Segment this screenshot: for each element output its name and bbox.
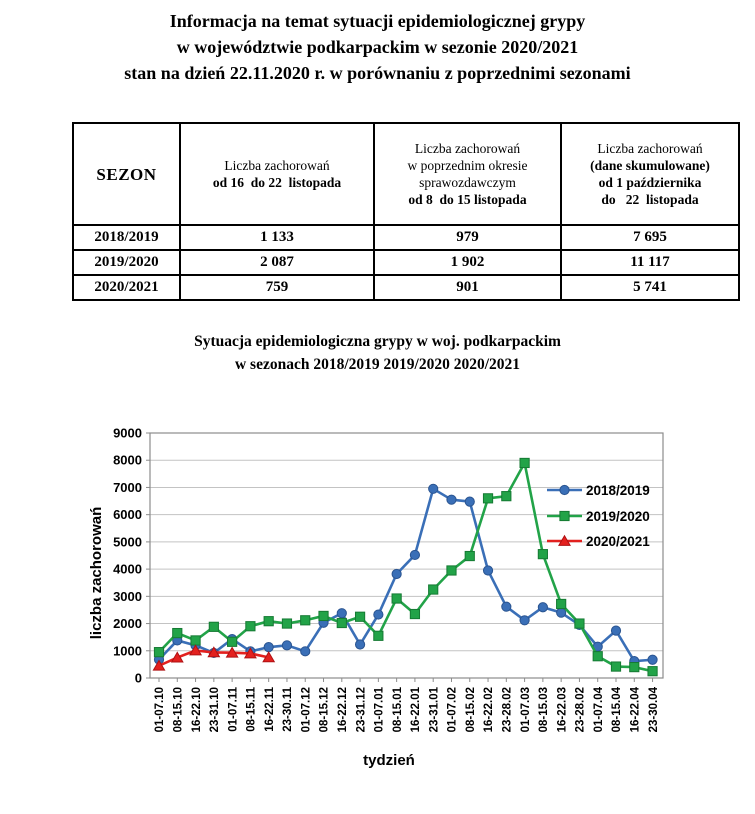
x-tick-label: 01-07.01 — [373, 687, 386, 733]
column-header-sezon — [73, 123, 180, 225]
data-point-marker — [593, 652, 602, 661]
x-tick-label: 01-07.10 — [154, 687, 167, 733]
x-tick-label: 01-07.11 — [227, 687, 240, 732]
legend — [547, 483, 650, 549]
header-line: Liczba zachorowań — [414, 141, 521, 156]
data-point-marker — [246, 622, 255, 631]
data-point-marker — [465, 551, 474, 560]
column-header — [374, 123, 561, 225]
data-point-marker — [374, 610, 383, 619]
x-tick-label: 16-22.03 — [556, 687, 569, 733]
x-tick-label: 23-31.10 — [209, 687, 222, 733]
title-line-3: stan na dzień 22.11.2020 r. w porównaniu z poprzednimi sezonami — [124, 63, 631, 83]
data-point-marker — [337, 609, 346, 618]
value-cell: 2 087 — [180, 250, 374, 275]
data-point-marker — [429, 585, 438, 594]
y-tick-label: 1000 — [113, 643, 142, 659]
y-tick-label: 0 — [134, 670, 142, 686]
data-point-marker — [264, 617, 273, 626]
x-axis-labels — [154, 678, 660, 732]
y-tick-label: 8000 — [113, 452, 142, 468]
header-line: od 8 do 15 listopada — [408, 192, 527, 207]
x-tick-label: 01-07.02 — [446, 687, 459, 733]
data-point-marker — [228, 637, 237, 646]
data-point-marker — [560, 511, 569, 520]
data-point-marker — [483, 494, 492, 503]
chart-title — [0, 330, 755, 376]
data-point-marker — [557, 599, 566, 608]
data-point-marker — [301, 616, 310, 625]
x-tick-label: 01-07.12 — [300, 687, 313, 733]
data-point-marker — [355, 612, 364, 621]
y-axis-title: liczba zachorowań — [88, 506, 105, 640]
x-tick-label: 23-31.12 — [355, 687, 368, 733]
x-tick-label: 23-30.11 — [282, 687, 295, 732]
data-point-marker — [538, 603, 547, 612]
x-tick-label: 01-07.04 — [592, 687, 605, 733]
document-title — [0, 8, 755, 86]
x-tick-label: 16-22.10 — [190, 687, 203, 733]
x-tick-label: 23-31.01 — [428, 687, 441, 733]
legend-label: 2019/2020 — [586, 508, 650, 524]
data-point-marker — [374, 631, 383, 640]
title-line-1: Informacja na temat sytuacji epidemiologicznej grypy — [169, 11, 586, 31]
column-header — [180, 123, 374, 225]
y-tick-label: 6000 — [113, 507, 142, 523]
x-tick-label: 23-28.02 — [501, 687, 514, 733]
x-tick-label: 08-15.12 — [318, 687, 331, 733]
value-cell: 5 741 — [561, 275, 739, 300]
data-point-marker — [611, 662, 620, 671]
plot-border — [150, 433, 663, 678]
data-point-marker — [154, 648, 163, 657]
data-point-marker — [173, 628, 182, 637]
value-cell: 1 133 — [180, 225, 374, 250]
header-line: SEZON — [96, 164, 157, 184]
title-line-2: w województwie podkarpackim w sezonie 2020/2021 — [176, 37, 579, 57]
data-point-marker — [502, 492, 511, 501]
value-cell: 7 695 — [561, 225, 739, 250]
header-line: od 1 października — [598, 175, 702, 190]
data-point-marker — [648, 667, 657, 676]
data-point-marker — [447, 495, 456, 504]
y-axis-labels — [113, 426, 142, 686]
x-tick-label: 08-15.03 — [538, 687, 551, 733]
header-line: w poprzednim okresie — [407, 158, 528, 173]
data-point-marker — [611, 626, 620, 635]
header-line: Liczba zachorowań — [224, 158, 330, 173]
table-row — [73, 225, 739, 250]
value-cell: 901 — [374, 275, 561, 300]
y-tick-label: 4000 — [113, 561, 142, 577]
data-point-marker — [319, 611, 328, 620]
x-tick-label: 16-22.12 — [337, 687, 349, 733]
season-cell: 2018/2019 — [73, 225, 180, 250]
data-point-marker — [282, 619, 291, 628]
data-point-marker — [502, 602, 511, 611]
x-tick-label: 01-07.03 — [519, 687, 532, 733]
x-tick-label: 16-22.02 — [483, 687, 496, 733]
x-tick-label: 08-15.04 — [611, 687, 624, 733]
season-cell: 2019/2020 — [73, 250, 180, 275]
value-cell: 1 902 — [374, 250, 561, 275]
data-point-marker — [520, 616, 529, 625]
y-tick-label: 2000 — [113, 616, 142, 632]
data-point-marker — [410, 609, 419, 618]
header-line: (dane skumulowane) — [590, 158, 710, 173]
data-point-marker — [264, 643, 273, 652]
data-point-marker — [191, 636, 200, 645]
x-axis-title: tydzień — [363, 752, 415, 769]
season-cell: 2020/2021 — [73, 275, 180, 300]
data-point-marker — [429, 484, 438, 493]
data-point-marker — [337, 618, 346, 627]
chart-title-line-1: Sytuacja epidemiologiczna grypy w woj. podkarpackim — [194, 333, 561, 350]
chart-title-line-2: w sezonach 2018/2019 2019/2020 2020/2021 — [234, 356, 521, 373]
x-tick-label: 23-28.02 — [574, 687, 587, 733]
gridlines — [146, 433, 663, 678]
y-tick-label: 7000 — [113, 479, 142, 495]
value-cell: 759 — [180, 275, 374, 300]
data-point-marker — [648, 655, 657, 664]
data-point-marker — [465, 497, 474, 506]
data-point-marker — [520, 458, 529, 467]
season-comparison-table — [72, 122, 740, 301]
value-cell: 979 — [374, 225, 561, 250]
x-tick-label: 08-15.02 — [464, 687, 477, 733]
value-cell: 11 117 — [561, 250, 739, 275]
x-tick-label: 08-15.11 — [245, 687, 258, 732]
x-tick-label: 08-15.10 — [172, 687, 185, 733]
x-tick-label: 16-22.11 — [263, 687, 276, 732]
x-tick-label: 16-22.04 — [629, 687, 642, 733]
data-point-marker — [410, 550, 419, 559]
x-tick-label: 08-15.01 — [391, 687, 404, 733]
header-line: do 22 listopada — [601, 192, 699, 207]
data-point-marker — [447, 566, 456, 575]
legend-label: 2018/2019 — [586, 482, 650, 498]
data-point-marker — [557, 608, 566, 617]
header-line: od 16 do 22 listopada — [212, 175, 342, 190]
table-header-row — [73, 123, 739, 225]
data-point-marker — [538, 550, 547, 559]
data-point-marker — [392, 569, 401, 578]
data-point-marker — [483, 566, 492, 575]
data-point-marker — [392, 594, 401, 603]
data-point-marker — [301, 647, 310, 656]
x-tick-label: 16-22.01 — [410, 687, 423, 733]
y-tick-label: 5000 — [113, 534, 142, 550]
column-header — [561, 123, 739, 225]
data-point-marker — [355, 640, 364, 649]
header-line: sprawozdawczym — [419, 175, 516, 190]
data-point-marker — [630, 663, 639, 672]
data-point-marker — [282, 641, 291, 650]
data-point-marker — [575, 619, 584, 628]
legend-label: 2020/2021 — [586, 533, 650, 549]
header-line: Liczba zachorowań — [597, 141, 703, 156]
flu-seasons-line-chart — [85, 413, 755, 798]
data-point-marker — [560, 485, 569, 494]
x-tick-label: 23-30.04 — [647, 687, 660, 733]
data-point-marker — [209, 622, 218, 631]
y-tick-label: 9000 — [113, 425, 142, 441]
y-tick-label: 3000 — [113, 588, 142, 604]
table-row — [73, 250, 739, 275]
table-row — [73, 275, 739, 300]
